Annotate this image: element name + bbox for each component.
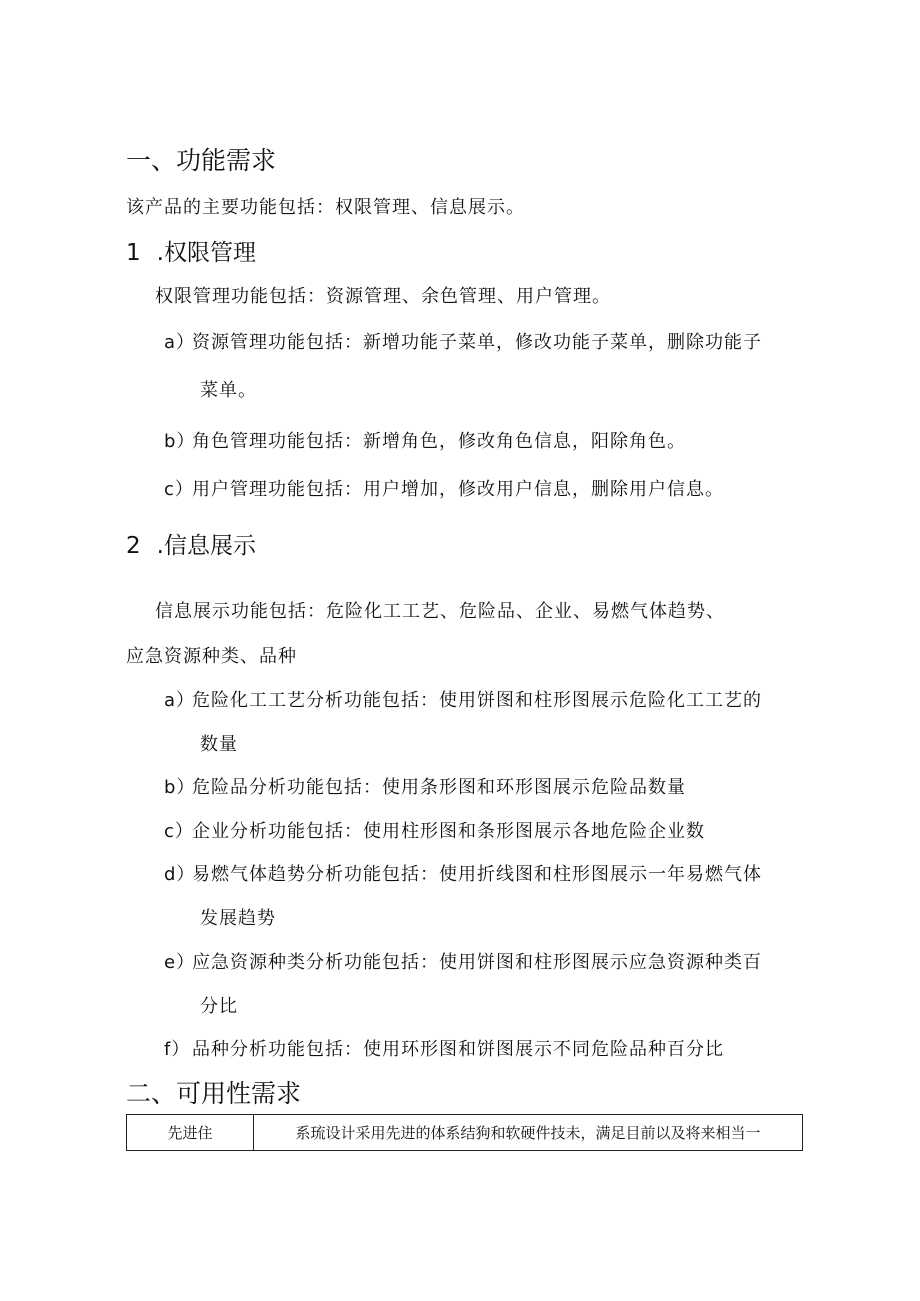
subsection-2-label: .信息展示: [156, 533, 256, 559]
list-item-2f: [164, 1041, 724, 1059]
list-item-1b: [164, 433, 686, 451]
list-item-2d: [164, 866, 762, 884]
list-marker: c）: [164, 479, 194, 500]
list-item-2a-cont: 数量: [200, 734, 238, 755]
list-marker: f）: [164, 1039, 191, 1060]
list-item-text: 易燃气体趋势分析功能包括：使用折线图和柱形图展示一年易燃气体: [192, 864, 762, 885]
list-item-2e: [164, 954, 762, 972]
subsection-1-intro: 权限管理功能包括：资源管理、余色管理、用户管理。: [155, 286, 611, 307]
subsection-2-intro-line2: 应急资源种类、品种: [126, 646, 297, 667]
list-item-1c: [164, 481, 724, 499]
subsection-1-title: [126, 242, 256, 265]
list-item-text: 危险品分析功能包括：使用条形图和环形图展示危险品数量: [192, 777, 686, 798]
list-item-2e-cont: 分比: [200, 996, 238, 1017]
subsection-2-intro-line1: 信息展示功能包括：危险化工工艺、危险品、企业、易燃气体趋势、: [155, 601, 725, 622]
subsection-2-title: [126, 535, 256, 558]
table-cell-label: 先进住: [127, 1115, 254, 1151]
usability-requirements-table: [126, 1114, 803, 1151]
subsection-2-number: 2: [126, 533, 141, 559]
subsection-1-label: .权限管理: [156, 240, 256, 266]
list-item-text: 危险化工工艺分析功能包括：使用饼图和柱形图展示危险化工工艺的: [192, 690, 762, 711]
table-cell-description: 系琉设计采用先进的体系结狗和软硬件技未，满足目前以及将来相当一: [254, 1115, 803, 1151]
list-item-2c: [164, 823, 705, 841]
list-marker: c）: [164, 821, 194, 842]
list-item-2a: [164, 692, 762, 710]
list-marker: b）: [164, 777, 196, 798]
list-marker: d）: [164, 864, 196, 885]
subsection-1-number: 1: [126, 240, 141, 266]
list-item-text: 品种分析功能包括：使用环形图和饼图展示不同危险品种百分比: [192, 1039, 724, 1060]
list-item-2d-cont: 发展趋势: [200, 908, 276, 929]
list-item-text: 用户管理功能包括：用户增加，修改用户信息，删除用户信息。: [192, 479, 724, 500]
list-item-1a: [164, 334, 762, 352]
list-marker: a）: [164, 690, 196, 711]
list-item-1a-cont: 菜单。: [200, 380, 257, 401]
list-marker: e）: [164, 952, 196, 973]
section-1-intro: 该产品的主要功能包括：权限管理、信息展示。: [126, 197, 525, 218]
list-item-text: 资源管理功能包括：新增功能子菜单，修改功能子菜单，删除功能子: [192, 332, 762, 353]
list-item-text: 应急资源种类分析功能包括：使用饼图和柱形图展示应急资源种类百: [192, 952, 762, 973]
list-item-2b: [164, 779, 686, 797]
table-row: [127, 1115, 803, 1151]
list-item-text: 角色管理功能包括：新增角色，修改角色信息，阳除角色。: [192, 431, 686, 452]
section-1-title: 一、功能需求: [126, 146, 277, 175]
list-marker: b）: [164, 431, 196, 452]
list-item-text: 企业分析功能包括：使用柱形图和条形图展示各地危险企业数: [192, 821, 705, 842]
section-2-title: 二、可用性需求: [126, 1079, 302, 1108]
list-marker: a）: [164, 332, 196, 353]
